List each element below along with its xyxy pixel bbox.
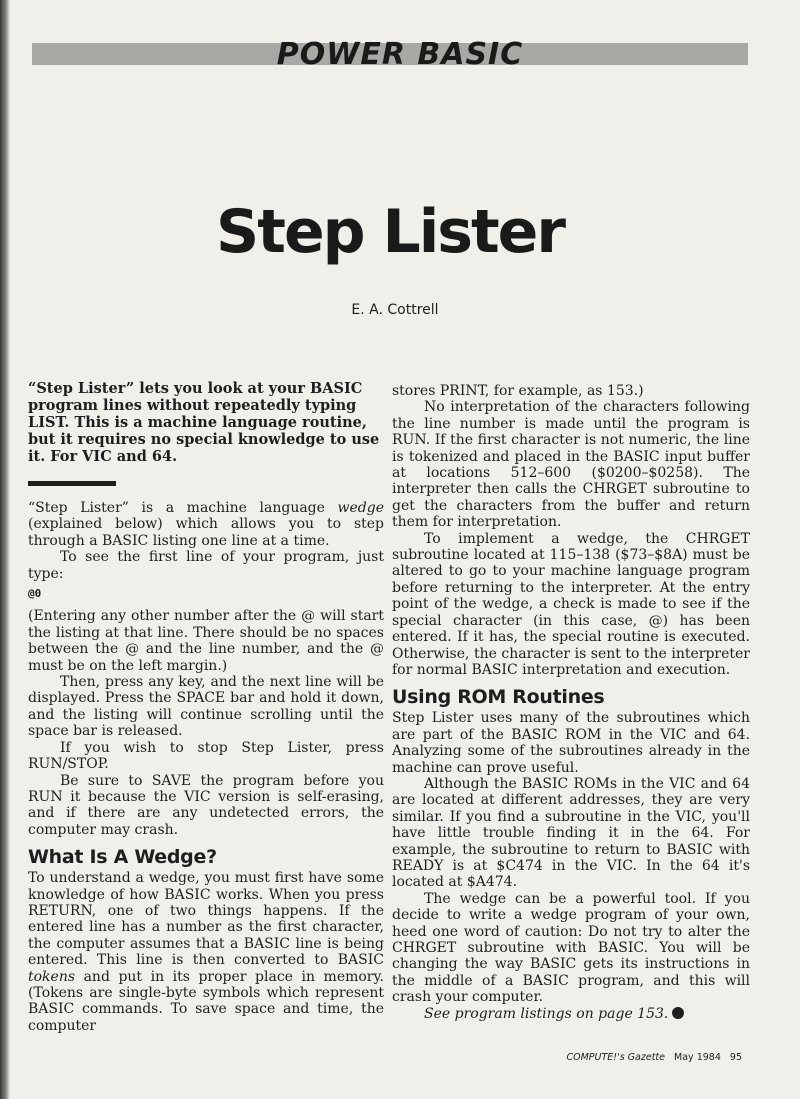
paragraph: To implement a wedge, the CHRGET subroutine located at 115–138 ($73–$8A) must be altered to go to your machine language program before returning to the interpreter. At the entry point of the wedge, a check is made to see if the special character (in this case, @) has been entered. If it has, the special routine is executed. Otherwise, the character is sent to the interpreter for normal BASIC interpretation and execution. xyxy=(392,530,750,678)
emphasis-tokens: tokens xyxy=(28,968,76,985)
article-title: Step Lister xyxy=(216,197,564,267)
page-footer xyxy=(0,1052,742,1064)
right-column xyxy=(392,383,750,1022)
byline: E. A. Cottrell xyxy=(351,302,439,318)
subheading-rom-routines: Using ROM Routines xyxy=(392,686,605,709)
paragraph: “Step Lister” is a machine language wedge (explained below) which allows you to step through a BASIC listing one line at a time. xyxy=(28,500,384,549)
paragraph: Although the BASIC ROMs in the VIC and 64 are located at different addresses, they are very similar. If you find a subroutine in the VIC, you'll have little trouble finding it in the 64. For example, the subroutine to return to BASIC with READY is at $C474 in the VIC. In the 64 it's located at $A474. xyxy=(392,775,750,891)
paragraph: stores PRINT, for example, as 153.) xyxy=(392,383,644,399)
paragraph: No interpretation of the characters following the line number is made until the program is RUN. If the first character is not numeric, the line is tokenized and placed in the BASIC input buffer at locations 512–600 ($0200–$0258). The interpreter then calls the CHRGET subroutine to get the characters from the buffer and return them for interpretation. xyxy=(392,399,750,531)
issue-date: May 1984 xyxy=(674,1052,721,1063)
paragraph: Be sure to SAVE the program before you RUN it because the VIC version is self-erasing, and if there are any undetected errors, the computer may crash. xyxy=(28,772,384,838)
magazine-name: COMPUTE!'s Gazette xyxy=(566,1052,665,1063)
end-of-article-icon xyxy=(672,1007,684,1019)
paragraph: To understand a wedge, you must first have some knowledge of how BASIC works. When you press RETURN, one of two things happens. If the entered line has a number as the first character, the computer assumes that a BASIC line is being entered. This line is then converted to BASIC tokens and put in its proper place in memory. (Tokens are single-byte symbols which represent BASIC commands. To save space and time, the computer xyxy=(28,870,384,1034)
page-binding-edge xyxy=(0,0,10,1099)
section-title: POWER BASIC xyxy=(276,37,524,72)
intro-summary: “Step Lister” lets you look at your BASIC program lines without repeatedly typing LIST. This is a machine language routine, but it requires no special knowledge to use it. For VIC and 64. xyxy=(28,380,380,465)
left-column xyxy=(28,380,384,1034)
page-number: 95 xyxy=(729,1052,742,1063)
program-listing-reference: See program listings on page 153. xyxy=(392,1006,750,1022)
paragraph: If you wish to stop Step Lister, press RUN/STOP. xyxy=(28,739,384,773)
paragraph: Step Lister uses many of the subroutines which are part of the BASIC ROM in the VIC and 64. Analyzing some of the subroutines already in the machine can prove useful. xyxy=(392,710,750,776)
intro-divider xyxy=(28,481,116,486)
paragraph: To see the first line of your program, just type: xyxy=(28,549,384,582)
paragraph: Then, press any key, and the next line will be displayed. Press the SPACE bar and hold it down, and the listing will continue scrolling until the space bar is released. xyxy=(28,674,384,740)
emphasis-wedge: wedge xyxy=(337,500,384,516)
code-command: @0 xyxy=(28,587,42,601)
paragraph: (Entering any other number after the @ will start the listing at that line. There should be no spaces between the @ and the line number, and the @ must be on the left margin.) xyxy=(28,608,384,674)
paragraph: The wedge can be a powerful tool. If you decide to write a wedge program of your own, heed one word of caution: Do not try to alter the CHRGET subroutine with BASIC. You will be changing the way BASIC gets its instructions in the middle of a BASIC program, and this will crash your computer. xyxy=(392,890,750,1006)
subheading-wedge: What Is A Wedge? xyxy=(28,846,217,869)
